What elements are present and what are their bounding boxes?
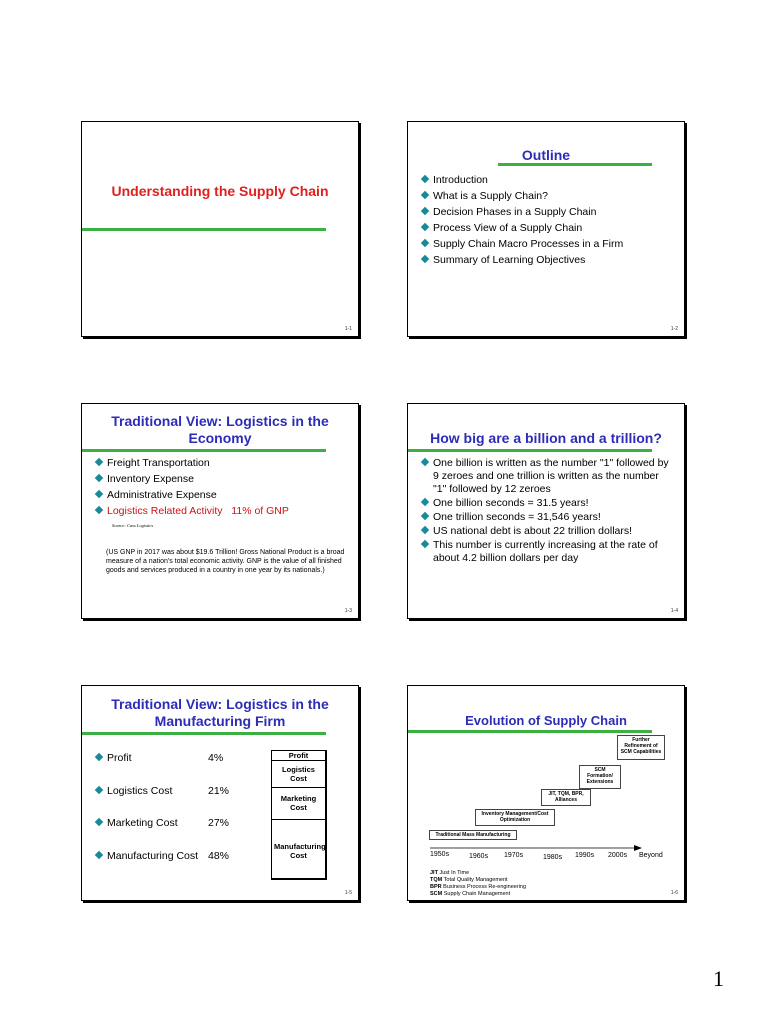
title-rule	[408, 730, 652, 733]
list-item: US national debt is about 22 trillion dollars!	[422, 525, 670, 538]
diamond-bullet-icon	[95, 490, 103, 498]
stage-box: Traditional Mass Manufacturing	[429, 830, 517, 840]
slide-number: 1-4	[670, 608, 678, 614]
diamond-bullet-icon	[421, 255, 429, 263]
slide-number: 1-2	[670, 326, 678, 332]
diamond-bullet-icon	[421, 458, 429, 466]
diamond-bullet-icon	[95, 458, 103, 466]
slide-2	[407, 121, 685, 337]
year-label: 1980s	[543, 854, 563, 861]
manufacturing-box: Manufacturing Cost	[274, 842, 326, 860]
diamond-bullet-icon	[95, 474, 103, 482]
year-label: 1990s	[575, 852, 595, 859]
stage-box: SCM Formation/ Extensions	[579, 765, 621, 789]
diamond-bullet-icon	[421, 223, 429, 231]
diamond-bullet-icon	[421, 239, 429, 247]
stage-box: Inventory Management/Cost Optimization	[475, 809, 555, 826]
list-item: Process View of a Supply Chain	[422, 222, 672, 235]
logistics-box: Logistics Cost	[272, 761, 325, 788]
list-item: Freight Transportation	[96, 457, 346, 470]
list-item: One billion is written as the number "1" followed by 9 zeroes and one trillion is written as the number "1" followed by 12 zeroes	[422, 457, 670, 496]
list-item: Administrative Expense	[96, 489, 346, 502]
slide-5-title: Traditional View: Logistics in the Manufacturing Firm	[111, 696, 329, 729]
profit-box: Profit	[272, 751, 325, 761]
page-number: 1	[713, 966, 724, 991]
list-item: Decision Phases in a Supply Chain	[422, 206, 672, 219]
list-item: What is a Supply Chain?	[422, 190, 672, 203]
list-item: This number is currently increasing at the rate of about 4.2 billion dollars per day	[422, 539, 670, 565]
slide-4-title: How big are a billion and a trillion?	[430, 430, 662, 446]
list-item: One trillion seconds = 31,546 years!	[422, 511, 670, 524]
logistics-list	[96, 457, 346, 521]
abbreviation-legend	[430, 870, 526, 898]
slide-6	[407, 685, 685, 901]
slide-3	[81, 403, 359, 619]
year-label: 1960s	[469, 853, 489, 860]
diamond-bullet-icon	[421, 175, 429, 183]
diamond-bullet-icon	[95, 753, 103, 761]
list-item: Supply Chain Macro Processes in a Firm	[422, 238, 672, 251]
legend-item: SCM Supply Chain Management	[430, 891, 511, 897]
diamond-bullet-icon	[421, 207, 429, 215]
slide-6-title: Evolution of Supply Chain	[465, 713, 627, 728]
slide-number: 1-6	[670, 890, 678, 896]
slide-1-title: Understanding the Supply Chain	[111, 183, 329, 199]
slide-1	[81, 121, 359, 337]
stage-box: JIT, TQM, BPR, Alliances	[541, 789, 591, 806]
diamond-bullet-icon	[95, 506, 103, 514]
legend-item: TQM Total Quality Management	[430, 877, 508, 883]
diamond-bullet-icon	[95, 786, 103, 794]
marketing-box: Marketing Cost	[272, 788, 325, 820]
title-rule	[498, 163, 652, 166]
slide-number: 1-3	[344, 608, 352, 614]
list-item: Summary of Learning Objectives	[422, 254, 672, 267]
diamond-bullet-icon	[421, 498, 429, 506]
legend-item: BPR Business Process Re-engineering	[430, 884, 527, 890]
slide-5: Traditional View: Logistics in the Manufacturing Firm Profit 4% Logistics Cost 21% Marketing Cost 27% Manufacturing Cost 48% Profit Logistics Cost Marketing Cost Manufacturing Cost 1-5	[81, 685, 359, 901]
stage-box: Further Refinement of SCM Capabilities	[617, 735, 665, 760]
list-item: Introduction	[422, 174, 672, 187]
title-rule	[82, 228, 326, 231]
year-label: 2000s	[608, 852, 628, 859]
diamond-bullet-icon	[421, 540, 429, 548]
title-rule	[82, 732, 326, 735]
slide-4	[407, 403, 685, 619]
legend-item: JIT Just In Time	[430, 870, 470, 876]
year-label: Beyond	[639, 852, 663, 859]
year-label: 1970s	[504, 852, 524, 859]
list-item: One billion seconds = 31.5 years!	[422, 497, 670, 510]
diamond-bullet-icon	[421, 512, 429, 520]
slide-number: 1-1	[344, 326, 352, 332]
diamond-bullet-icon	[95, 851, 103, 859]
gnp-note: (US GNP in 2017 was about $19.6 Trillion! Gross National Product is a broad measure of a nation's total economic activity. GNP is the value of all finished goods and services produced in a country in one year by its nationals.)	[106, 549, 345, 574]
outline-list	[422, 174, 672, 270]
source-note: Source: Cass Logistics	[112, 523, 154, 528]
title-rule	[408, 449, 652, 452]
billion-list	[422, 457, 670, 568]
cost-stack	[271, 750, 327, 880]
title-rule	[82, 449, 326, 452]
year-label: 1950s	[430, 851, 450, 858]
list-item: Inventory Expense	[96, 473, 346, 486]
slide-3-title: Traditional View: Logistics in the Economy	[111, 413, 329, 446]
list-item: Logistics Related Activity 11% of GNP	[96, 505, 346, 518]
diamond-bullet-icon	[421, 526, 429, 534]
diamond-bullet-icon	[421, 191, 429, 199]
diamond-bullet-icon	[95, 818, 103, 826]
slide-number: 1-5	[344, 890, 352, 896]
slide-2-title: Outline	[521, 147, 571, 163]
